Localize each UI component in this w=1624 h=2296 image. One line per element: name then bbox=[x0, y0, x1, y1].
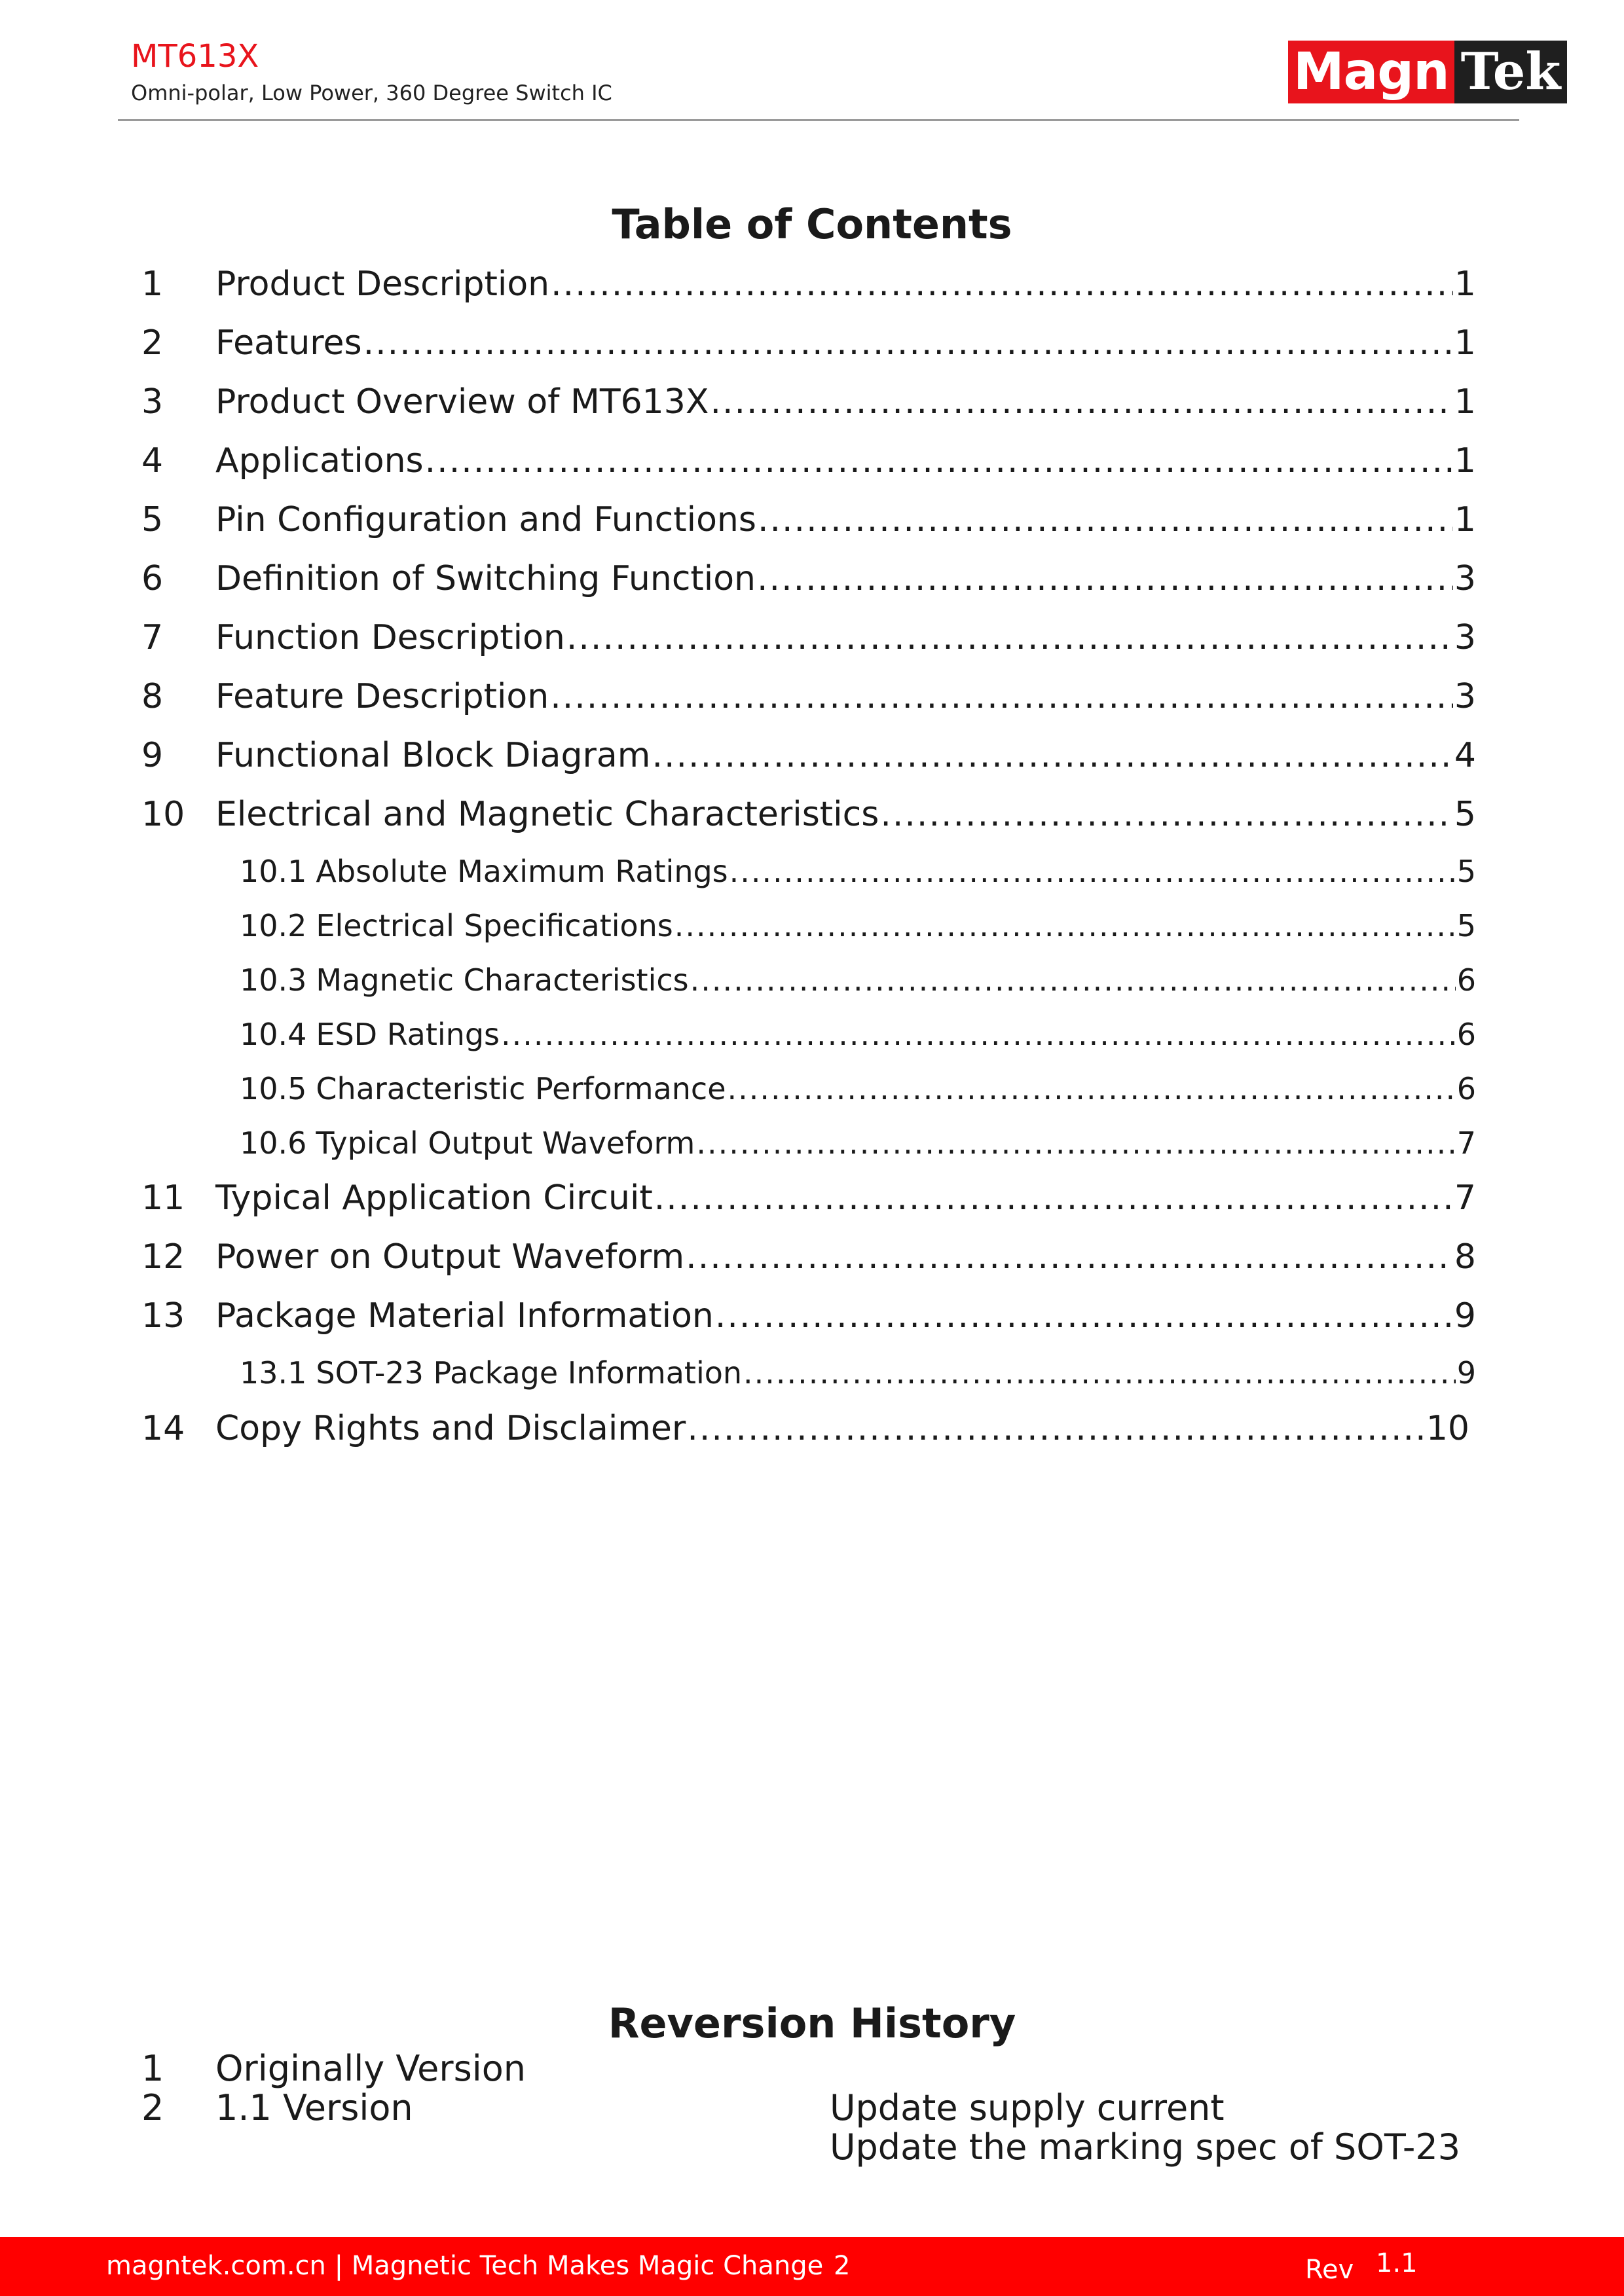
toc-entry-number: 13.1 bbox=[240, 1355, 307, 1391]
toc-entry[interactable] bbox=[141, 559, 1476, 602]
revision-title: Reversion History bbox=[608, 1999, 1016, 2047]
toc-subentry[interactable] bbox=[240, 1355, 1476, 1394]
toc-entry-number: 14 bbox=[141, 1409, 185, 1448]
product-model: MT613X bbox=[131, 38, 259, 75]
toc-entry-page: 1 bbox=[1454, 500, 1476, 539]
header-divider bbox=[118, 119, 1519, 121]
toc-leader bbox=[710, 382, 1452, 422]
toc-leader bbox=[363, 323, 1453, 363]
toc-leader bbox=[566, 618, 1453, 657]
toc-entry-page: 9 bbox=[1454, 1296, 1476, 1336]
revision-number: 2 bbox=[141, 2087, 164, 2128]
toc-entry[interactable] bbox=[141, 736, 1476, 779]
toc-leader bbox=[674, 908, 1456, 943]
toc-entry[interactable] bbox=[141, 1178, 1476, 1222]
toc-leader bbox=[687, 1409, 1425, 1448]
toc-subentry[interactable] bbox=[240, 908, 1476, 947]
toc-entry-number: 11 bbox=[141, 1178, 185, 1218]
toc-entry-page: 7 bbox=[1456, 1125, 1476, 1161]
toc-leader bbox=[690, 962, 1456, 998]
toc-entry-page: 1 bbox=[1454, 264, 1476, 304]
toc-entry[interactable] bbox=[141, 500, 1476, 543]
toc-entry[interactable] bbox=[141, 1409, 1469, 1452]
toc-entry-label: Functional Block Diagram bbox=[215, 736, 651, 775]
toc-entry-number: 1 bbox=[141, 264, 164, 304]
toc-entry-number: 10 bbox=[141, 795, 185, 834]
footer-website[interactable]: magntek.com.cn | Magnetic Tech Makes Magic Change bbox=[106, 2251, 824, 2281]
toc-entry-page: 10 bbox=[1426, 1409, 1469, 1448]
toc-entry-label: ESD Ratings bbox=[316, 1017, 500, 1052]
toc-entry-page: 6 bbox=[1456, 1071, 1476, 1106]
toc-entry-label: Product Description bbox=[215, 264, 550, 304]
toc-entry-number: 4 bbox=[141, 441, 164, 481]
toc-entry-label: Copy Rights and Disclaimer bbox=[215, 1409, 686, 1448]
logo-part-tek: Tek bbox=[1454, 41, 1568, 103]
toc-entry-number: 3 bbox=[141, 382, 164, 422]
toc-entry-label: SOT-23 Package Information bbox=[316, 1355, 743, 1391]
toc-leader bbox=[757, 559, 1453, 598]
toc-entry-label: Definition of Switching Function bbox=[215, 559, 756, 598]
toc-entry-page: 5 bbox=[1454, 795, 1476, 834]
toc-leader bbox=[425, 441, 1453, 481]
toc-leader bbox=[652, 736, 1452, 775]
toc-entry-page: 7 bbox=[1454, 1178, 1476, 1218]
toc-entry-number: 13 bbox=[141, 1296, 185, 1336]
toc-title: Table of Contents bbox=[612, 200, 1012, 248]
toc-leader bbox=[758, 500, 1453, 539]
toc-entry-page: 1 bbox=[1454, 323, 1476, 363]
toc-entry-number: 10.2 bbox=[240, 908, 307, 943]
toc-entry-number: 2 bbox=[141, 323, 164, 363]
toc-entry-number: 10.4 bbox=[240, 1017, 307, 1052]
revision-change: Update supply current bbox=[830, 2087, 1225, 2128]
toc-entry-page: 6 bbox=[1456, 1017, 1476, 1052]
logo-part-magn: Magn bbox=[1288, 41, 1454, 103]
toc-entry-page: 8 bbox=[1454, 1237, 1476, 1277]
toc-entry-label: Characteristic Performance bbox=[316, 1071, 726, 1106]
toc-leader bbox=[686, 1237, 1453, 1277]
toc-entry-label: Function Description bbox=[215, 618, 565, 657]
toc-entry[interactable] bbox=[141, 323, 1476, 367]
toc-leader bbox=[743, 1355, 1456, 1391]
revision-number: 1 bbox=[141, 2048, 164, 2089]
toc-entry-number: 10.1 bbox=[240, 854, 307, 889]
toc-entry-label: Typical Application Circuit bbox=[215, 1178, 653, 1218]
revision-value: 1.1 bbox=[1376, 2248, 1418, 2278]
toc-leader bbox=[654, 1178, 1453, 1218]
toc-subentry[interactable] bbox=[240, 854, 1476, 893]
toc-entry-page: 5 bbox=[1456, 908, 1476, 943]
toc-subentry[interactable] bbox=[240, 1071, 1476, 1110]
toc-entry[interactable] bbox=[141, 1296, 1476, 1339]
toc-subentry[interactable] bbox=[240, 1125, 1476, 1165]
toc-entry-number: 12 bbox=[141, 1237, 185, 1277]
toc-subentry[interactable] bbox=[240, 962, 1476, 1002]
toc-entry-label: Features bbox=[215, 323, 362, 363]
product-subtitle: Omni-polar, Low Power, 360 Degree Switch IC bbox=[131, 81, 612, 105]
toc-entry-page: 4 bbox=[1454, 736, 1476, 775]
toc-entry[interactable] bbox=[141, 618, 1476, 661]
toc-entry-label: Applications bbox=[215, 441, 424, 481]
revision-version: 1.1 Version bbox=[215, 2087, 413, 2128]
toc-leader bbox=[728, 1071, 1456, 1106]
toc-entry-number: 8 bbox=[141, 677, 164, 716]
toc-entry-label: Absolute Maximum Ratings bbox=[316, 854, 728, 889]
toc-leader bbox=[696, 1125, 1455, 1161]
revision-label: Rev bbox=[1305, 2255, 1354, 2285]
toc-entry-number: 10.6 bbox=[240, 1125, 307, 1161]
toc-entry-page: 3 bbox=[1454, 677, 1476, 716]
toc-leader bbox=[501, 1017, 1456, 1052]
page-footer bbox=[0, 2237, 1624, 2296]
toc-entry[interactable] bbox=[141, 382, 1476, 426]
toc-entry-label: Electrical Specifications bbox=[316, 908, 673, 943]
toc-entry-number: 10.3 bbox=[240, 962, 307, 998]
magntek-logo bbox=[1288, 41, 1567, 103]
toc-entry[interactable] bbox=[141, 1237, 1476, 1281]
toc-entry[interactable] bbox=[141, 441, 1476, 484]
toc-entry-page: 5 bbox=[1456, 854, 1476, 889]
toc-entry-page: 3 bbox=[1454, 618, 1476, 657]
toc-entry-page: 9 bbox=[1456, 1355, 1476, 1391]
toc-entry-label: Feature Description bbox=[215, 677, 549, 716]
toc-entry[interactable] bbox=[141, 677, 1476, 720]
toc-leader bbox=[715, 1296, 1453, 1336]
revision-version: Originally Version bbox=[215, 2048, 526, 2089]
toc-entry-page: 1 bbox=[1454, 382, 1476, 422]
toc-entry-page: 1 bbox=[1454, 441, 1476, 481]
toc-entry-label: Power on Output Waveform bbox=[215, 1237, 685, 1277]
toc-entry-label: Product Overview of MT613X bbox=[215, 382, 709, 422]
toc-entry[interactable] bbox=[141, 264, 1476, 308]
toc-entry-number: 6 bbox=[141, 559, 164, 598]
toc-entry-number: 7 bbox=[141, 618, 164, 657]
page-number: 2 bbox=[834, 2251, 851, 2281]
toc-entry-number: 9 bbox=[141, 736, 164, 775]
toc-entry-label: Magnetic Characteristics bbox=[316, 962, 689, 998]
toc-entry-number: 5 bbox=[141, 500, 164, 539]
revision-change: Update the marking spec of SOT-23 bbox=[830, 2126, 1461, 2168]
toc-entry-page: 6 bbox=[1456, 962, 1476, 998]
toc-entry-number: 10.5 bbox=[240, 1071, 307, 1106]
toc-leader bbox=[729, 854, 1456, 889]
toc-subentry[interactable] bbox=[240, 1017, 1476, 1056]
toc-entry[interactable] bbox=[141, 795, 1476, 838]
toc-entry-page: 3 bbox=[1454, 559, 1476, 598]
toc-entry-label: Electrical and Magnetic Characteristics bbox=[215, 795, 879, 834]
toc-entry-label: Package Material Information bbox=[215, 1296, 714, 1336]
toc-leader bbox=[551, 264, 1453, 304]
toc-entry-label: Typical Output Waveform bbox=[316, 1125, 695, 1161]
toc-leader bbox=[880, 795, 1453, 834]
toc-entry-label: Pin Configuration and Functions bbox=[215, 500, 756, 539]
toc-leader bbox=[550, 677, 1453, 716]
page-header bbox=[0, 0, 1624, 124]
